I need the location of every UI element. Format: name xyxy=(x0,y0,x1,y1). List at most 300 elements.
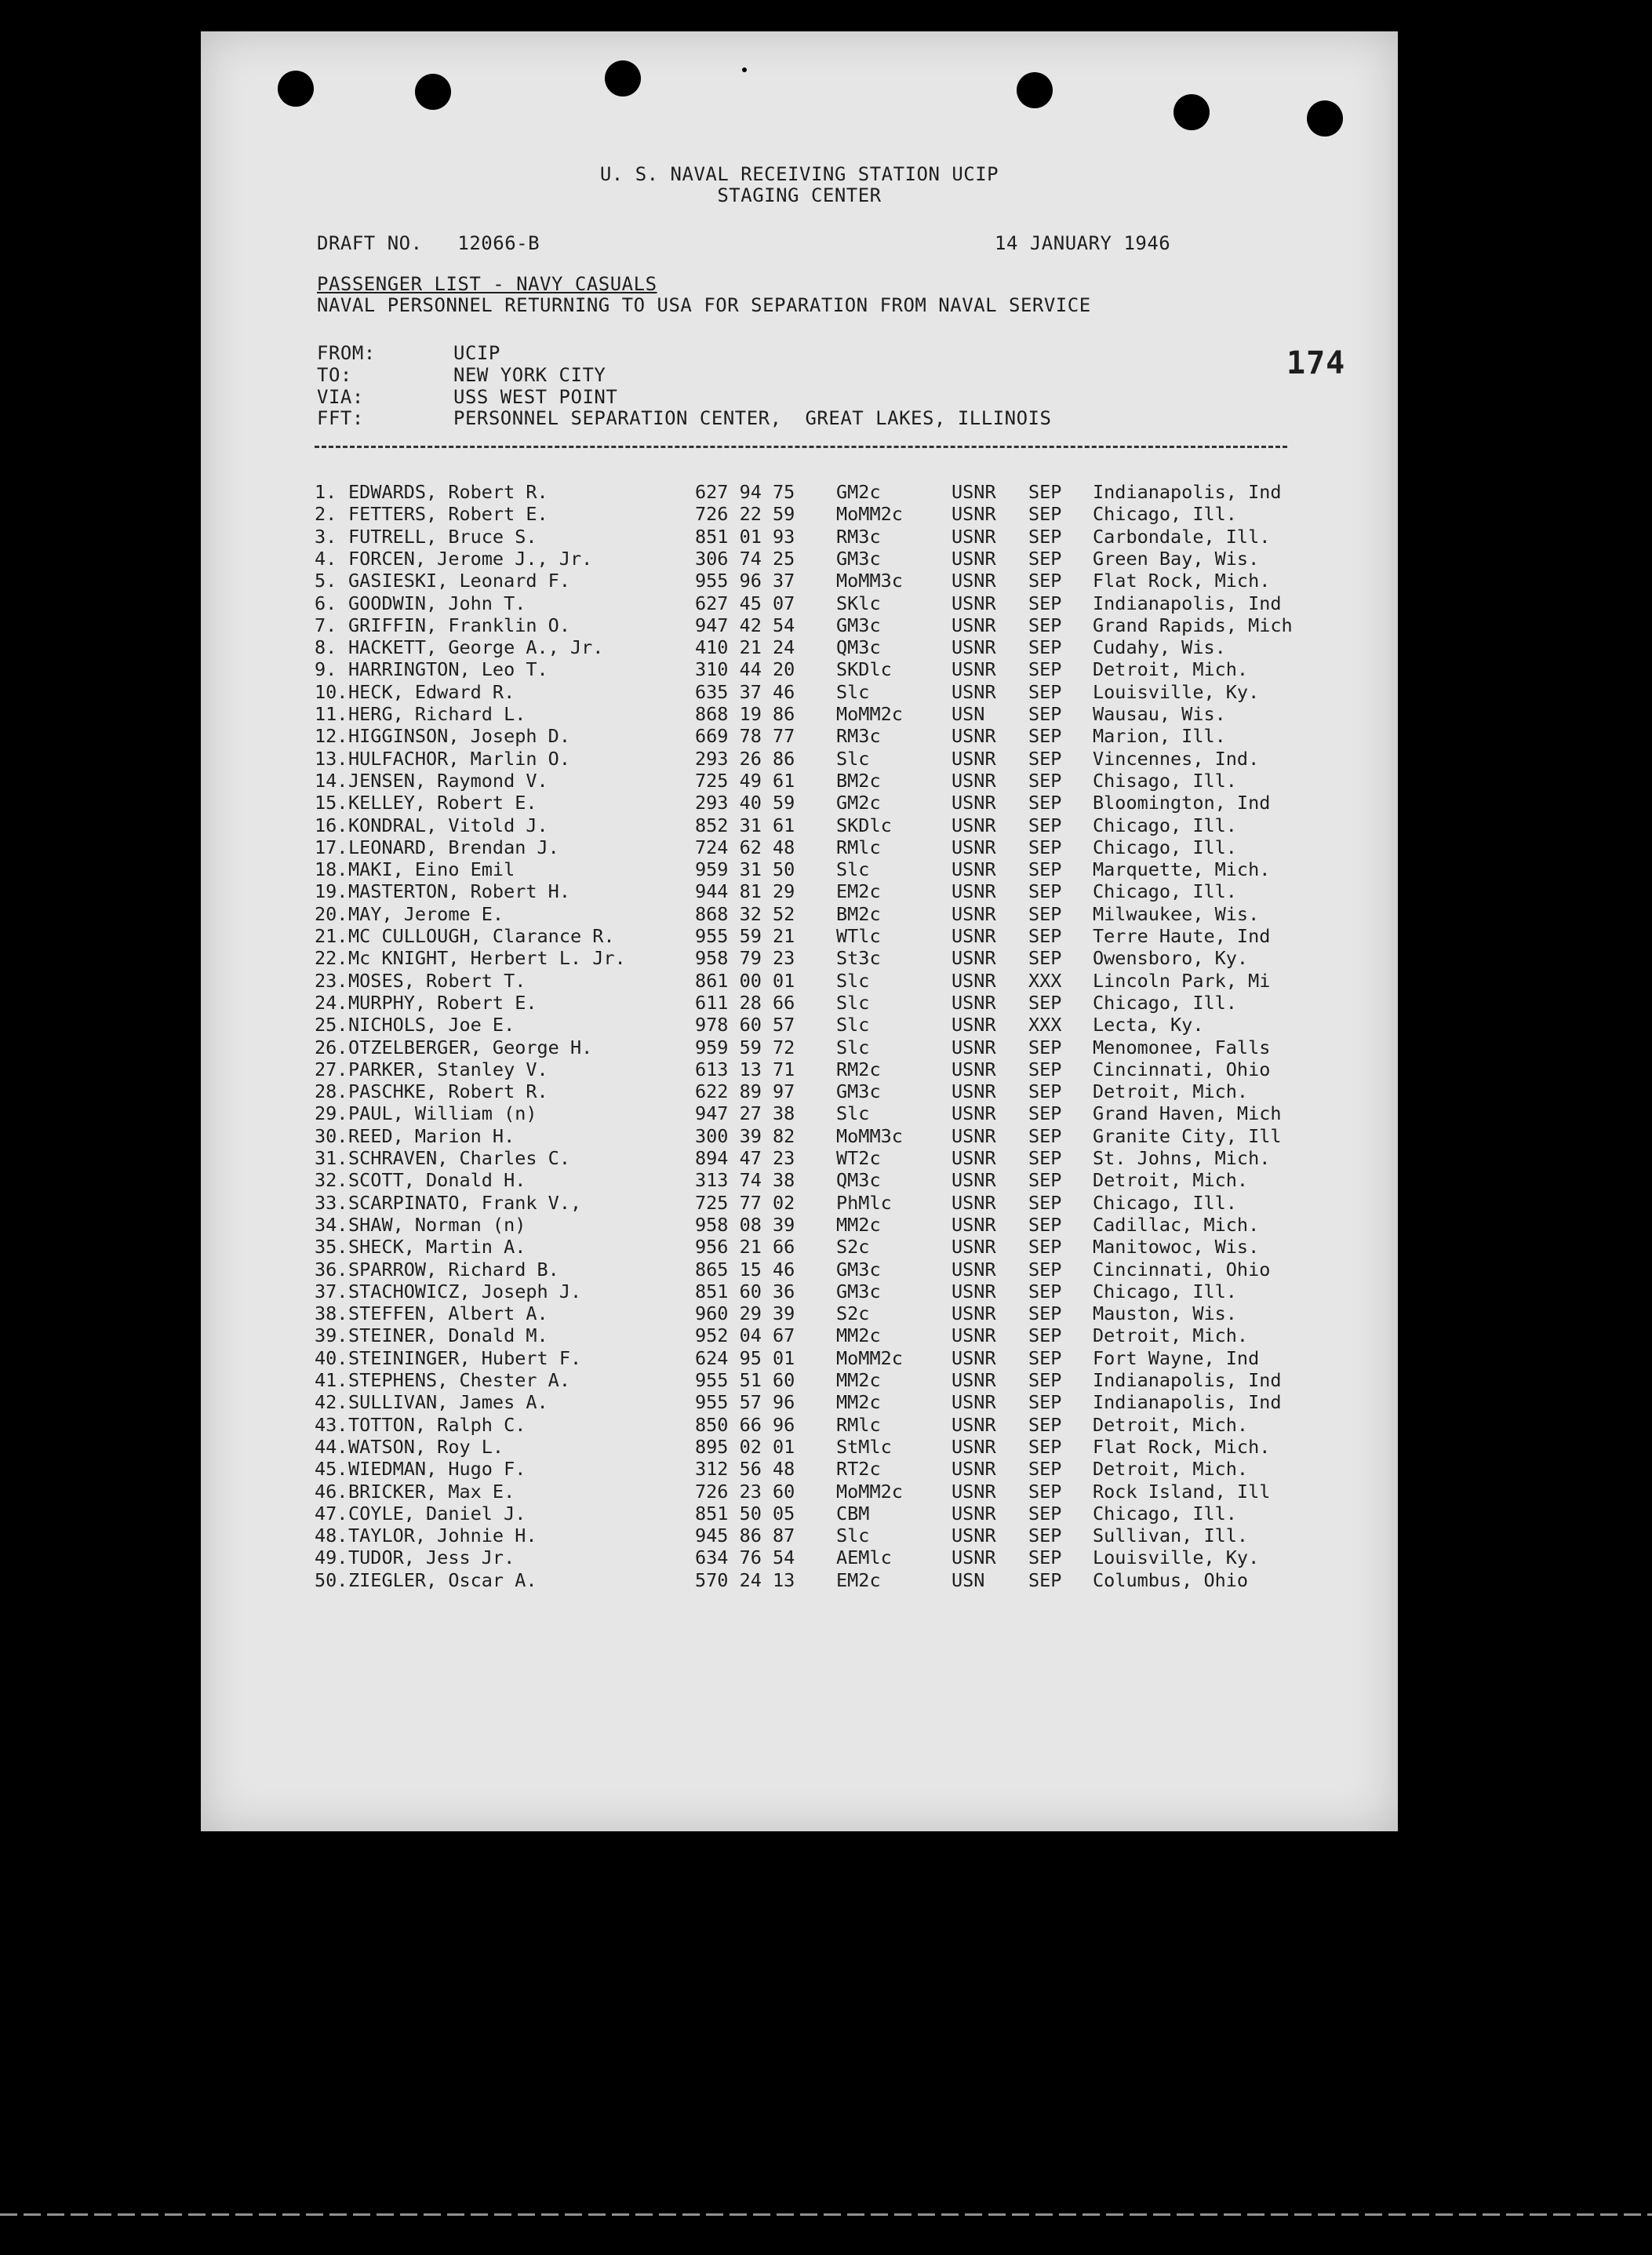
disposition-code: SEP xyxy=(1028,1391,1062,1414)
row-number: 17. xyxy=(315,836,348,858)
service-number: 895 02 01 xyxy=(695,1435,795,1458)
passenger-name: PARKER, Stanley V. xyxy=(348,1058,548,1080)
passenger-name: STEFFEN, Albert A. xyxy=(348,1302,548,1325)
passenger-name: MAKI, Eino Emil xyxy=(348,858,515,881)
row-number: 41. xyxy=(315,1369,348,1391)
row-number: 11. xyxy=(315,703,348,725)
disposition-code: SEP xyxy=(1028,792,1062,814)
via-label: VIA: xyxy=(317,386,364,408)
rate: Slc xyxy=(836,991,870,1014)
row-number: 22. xyxy=(315,947,348,970)
list-date: 14 JANUARY 1946 xyxy=(995,232,1171,254)
table-row xyxy=(201,1391,1398,1413)
table-row xyxy=(201,1414,1398,1436)
draft-number: DRAFT NO. 12066-B xyxy=(317,232,540,254)
service-number: 960 29 39 xyxy=(695,1302,795,1325)
passenger-name: GRIFFIN, Franklin O. xyxy=(348,614,570,636)
disposition-code: SEP xyxy=(1028,614,1062,636)
disposition-code: SEP xyxy=(1028,991,1062,1014)
disposition-code: SEP xyxy=(1028,680,1062,703)
disposition-code: SEP xyxy=(1028,1324,1062,1347)
table-row xyxy=(201,814,1398,836)
passenger-name: KONDRAL, Vitold J. xyxy=(348,814,548,836)
service-number: 955 57 96 xyxy=(695,1391,795,1414)
rate: Slc xyxy=(836,1525,870,1547)
table-row xyxy=(201,1236,1398,1258)
table-row xyxy=(201,1014,1398,1036)
branch: USNR xyxy=(952,1147,996,1169)
disposition-code: SEP xyxy=(1028,1236,1062,1259)
service-number: 611 28 66 xyxy=(695,991,795,1014)
rate: StMlc xyxy=(836,1435,892,1458)
row-number: 34. xyxy=(315,1213,348,1236)
service-number: 958 79 23 xyxy=(695,947,795,970)
rate: MoMM3c xyxy=(836,570,903,592)
branch: USNR xyxy=(952,503,996,526)
passenger-name: KELLEY, Robert E. xyxy=(348,792,537,814)
table-row xyxy=(201,1569,1398,1591)
row-number: 36. xyxy=(315,1258,348,1281)
rate: QM3c xyxy=(836,1169,881,1192)
row-number: 7. xyxy=(315,614,337,636)
home-address: Green Bay, Wis. xyxy=(1093,547,1260,570)
rate: SKDlc xyxy=(836,658,892,681)
home-address: Flat Rock, Mich. xyxy=(1093,570,1271,592)
rate: PhMlc xyxy=(836,1191,892,1214)
table-row xyxy=(201,836,1398,858)
service-number: 959 59 72 xyxy=(695,1036,795,1058)
branch: USNR xyxy=(952,1191,996,1214)
fft-value: PERSONNEL SEPARATION CENTER, GREAT LAKES, ILLINOIS xyxy=(453,407,1052,429)
row-number: 5. xyxy=(315,570,337,592)
rate: RT2c xyxy=(836,1458,881,1481)
table-row xyxy=(201,992,1398,1014)
passenger-name: STACHOWICZ, Joseph J. xyxy=(348,1280,582,1302)
branch: USNR xyxy=(952,836,996,858)
table-row xyxy=(201,592,1398,614)
branch: USNR xyxy=(952,1302,996,1325)
disposition-code: SEP xyxy=(1028,1480,1062,1503)
branch: USNR xyxy=(952,1258,996,1281)
disposition-code: SEP xyxy=(1028,525,1062,548)
passenger-name: TOTTON, Ralph C. xyxy=(348,1413,526,1436)
home-address: Chicago, Ill. xyxy=(1093,836,1237,858)
rate: RMlc xyxy=(836,836,881,858)
disposition-code: SEP xyxy=(1028,1213,1062,1236)
rate: S2c xyxy=(836,1236,870,1259)
home-address: Terre Haute, Ind xyxy=(1093,925,1271,947)
row-number: 48. xyxy=(315,1525,348,1547)
passenger-name: SHAW, Norman (n) xyxy=(348,1213,526,1236)
disposition-code: SEP xyxy=(1028,747,1062,770)
table-row xyxy=(201,703,1398,725)
row-number: 46. xyxy=(315,1480,348,1503)
table-row xyxy=(201,1147,1398,1169)
home-address: Columbus, Ohio xyxy=(1093,1568,1249,1591)
home-address: Chicago, Ill. xyxy=(1093,1280,1237,1302)
passenger-name: WATSON, Roy L. xyxy=(348,1435,504,1458)
table-row xyxy=(201,1058,1398,1080)
branch: USNR xyxy=(952,1036,996,1058)
row-number: 10. xyxy=(315,680,348,703)
table-row xyxy=(201,1302,1398,1324)
passenger-name: OTZELBERGER, George H. xyxy=(348,1036,593,1058)
disposition-code: SEP xyxy=(1028,1080,1062,1103)
service-number: 868 19 86 xyxy=(695,703,795,725)
service-number: 726 23 60 xyxy=(695,1480,795,1503)
passenger-name: Mc KNIGHT, Herbert L. Jr. xyxy=(348,947,626,970)
passenger-name: SHECK, Martin A. xyxy=(348,1236,526,1259)
passenger-name: WIEDMAN, Hugo F. xyxy=(348,1458,526,1481)
table-row xyxy=(201,658,1398,680)
home-address: Detroit, Mich. xyxy=(1093,1324,1249,1347)
table-row xyxy=(201,526,1398,548)
disposition-code: SEP xyxy=(1028,1147,1062,1169)
service-number: 894 47 23 xyxy=(695,1147,795,1169)
row-number: 15. xyxy=(315,792,348,814)
home-address: Lecta, Ky. xyxy=(1093,1014,1204,1036)
service-number: 635 37 46 xyxy=(695,680,795,703)
rate: GM2c xyxy=(836,481,881,503)
rate: MoMM2c xyxy=(836,503,903,526)
disposition-code: SEP xyxy=(1028,703,1062,725)
row-number: 29. xyxy=(315,1102,348,1125)
rate: QM3c xyxy=(836,636,881,659)
rate: GM3c xyxy=(836,1280,881,1302)
branch: USNR xyxy=(952,1169,996,1192)
branch: USNR xyxy=(952,814,996,836)
passenger-name: MURPHY, Robert E. xyxy=(348,991,537,1014)
disposition-code: SEP xyxy=(1028,1036,1062,1058)
home-address: Vincennes, Ind. xyxy=(1093,747,1260,770)
disposition-code: SEP xyxy=(1028,725,1062,748)
disposition-code: SEP xyxy=(1028,1302,1062,1325)
row-number: 47. xyxy=(315,1502,348,1525)
passenger-name: BRICKER, Max E. xyxy=(348,1480,515,1503)
home-address: Owensboro, Ky. xyxy=(1093,947,1249,970)
home-address: Chicago, Ill. xyxy=(1093,814,1237,836)
row-number: 44. xyxy=(315,1435,348,1458)
rate: Slc xyxy=(836,1036,870,1058)
branch: USNR xyxy=(952,680,996,703)
home-address: Rock Island, Ill xyxy=(1093,1480,1271,1503)
service-number: 945 86 87 xyxy=(695,1525,795,1547)
rate: CBM xyxy=(836,1502,870,1525)
home-address: Grand Rapids, Mich xyxy=(1093,614,1293,636)
row-number: 20. xyxy=(315,902,348,925)
table-row xyxy=(201,1281,1398,1302)
branch: USNR xyxy=(952,592,996,614)
table-row xyxy=(201,1169,1398,1191)
service-number: 310 44 20 xyxy=(695,658,795,681)
branch: USNR xyxy=(952,902,996,925)
list-subtitle: NAVAL PERSONNEL RETURNING TO USA FOR SEPARATION FROM NAVAL SERVICE xyxy=(317,294,1091,316)
row-number: 26. xyxy=(315,1036,348,1058)
rate: AEMlc xyxy=(836,1546,892,1569)
row-number: 24. xyxy=(315,991,348,1014)
rate: MoMM2c xyxy=(836,1346,903,1369)
row-number: 33. xyxy=(315,1191,348,1214)
branch: USNR xyxy=(952,1346,996,1369)
disposition-code: SEP xyxy=(1028,1280,1062,1302)
service-number: 865 15 46 xyxy=(695,1258,795,1281)
service-number: 851 50 05 xyxy=(695,1502,795,1525)
home-address: Manitowoc, Wis. xyxy=(1093,1236,1260,1259)
service-number: 861 00 01 xyxy=(695,969,795,992)
branch: USNR xyxy=(952,969,996,992)
service-number: 622 89 97 xyxy=(695,1080,795,1103)
row-number: 3. xyxy=(315,525,337,548)
punch-hole xyxy=(1174,94,1210,130)
branch: USNR xyxy=(952,769,996,792)
rate: BM2c xyxy=(836,902,881,925)
branch: USN xyxy=(952,703,985,725)
passenger-name: REED, Marion H. xyxy=(348,1124,515,1147)
disposition-code: SEP xyxy=(1028,1369,1062,1391)
branch: USNR xyxy=(952,747,996,770)
service-number: 947 42 54 xyxy=(695,614,795,636)
passenger-name: PASCHKE, Robert R. xyxy=(348,1080,548,1103)
table-row xyxy=(201,614,1398,636)
rate: MM2c xyxy=(836,1369,881,1391)
home-address: Cudahy, Wis. xyxy=(1093,636,1226,659)
passenger-name: JENSEN, Raymond V. xyxy=(348,769,548,792)
passenger-name: HACKETT, George A., Jr. xyxy=(348,636,604,659)
passenger-name: MOSES, Robert T. xyxy=(348,969,526,992)
passenger-name: STEPHENS, Chester A. xyxy=(348,1369,570,1391)
service-number: 851 01 93 xyxy=(695,525,795,548)
passenger-name: FUTRELL, Bruce S. xyxy=(348,525,537,548)
via-value: USS WEST POINT xyxy=(453,386,618,408)
rate: Slc xyxy=(836,1102,870,1125)
table-row xyxy=(201,1259,1398,1281)
disposition-code: SEP xyxy=(1028,947,1062,970)
service-number: 627 45 07 xyxy=(695,592,795,614)
home-address: Detroit, Mich. xyxy=(1093,1169,1249,1192)
disposition-code: XXX xyxy=(1028,969,1062,992)
row-number: 27. xyxy=(315,1058,348,1080)
row-number: 30. xyxy=(315,1124,348,1147)
home-address: Menomonee, Falls xyxy=(1093,1036,1271,1058)
disposition-code: SEP xyxy=(1028,1568,1062,1591)
row-number: 42. xyxy=(315,1391,348,1414)
passenger-name: PAUL, William (n) xyxy=(348,1102,537,1125)
branch: USNR xyxy=(952,1124,996,1147)
passenger-name: EDWARDS, Robert R. xyxy=(348,481,548,503)
disposition-code: SEP xyxy=(1028,858,1062,881)
table-row xyxy=(201,1369,1398,1391)
punch-hole xyxy=(1307,100,1343,137)
branch: USNR xyxy=(952,1014,996,1036)
rate: WT2c xyxy=(836,1147,881,1169)
passenger-name: SCARPINATO, Frank V., xyxy=(348,1191,582,1214)
film-edge-line xyxy=(0,2213,1652,2216)
service-number: 306 74 25 xyxy=(695,547,795,570)
home-address: Detroit, Mich. xyxy=(1093,1458,1249,1481)
table-row xyxy=(201,481,1398,503)
rate: Slc xyxy=(836,680,870,703)
disposition-code: SEP xyxy=(1028,1546,1062,1569)
rate: MM2c xyxy=(836,1391,881,1414)
document-page xyxy=(201,31,1398,1831)
passenger-name: HARRINGTON, Leo T. xyxy=(348,658,548,681)
row-number: 39. xyxy=(315,1324,348,1347)
row-number: 31. xyxy=(315,1147,348,1169)
service-number: 852 31 61 xyxy=(695,814,795,836)
rate: GM2c xyxy=(836,792,881,814)
branch: USNR xyxy=(952,1213,996,1236)
rate: GM3c xyxy=(836,1258,881,1281)
table-row xyxy=(201,1036,1398,1058)
punch-hole xyxy=(605,60,641,97)
rate: GM3c xyxy=(836,547,881,570)
disposition-code: SEP xyxy=(1028,1102,1062,1125)
table-row xyxy=(201,503,1398,525)
service-number: 868 32 52 xyxy=(695,902,795,925)
rate: BM2c xyxy=(836,769,881,792)
row-number: 1. xyxy=(315,481,337,503)
passenger-name: HULFACHOR, Marlin O. xyxy=(348,747,570,770)
table-row xyxy=(201,1347,1398,1369)
home-address: Marion, Ill. xyxy=(1093,725,1226,748)
passenger-name: TAYLOR, Johnie H. xyxy=(348,1525,537,1547)
service-number: 952 04 67 xyxy=(695,1324,795,1347)
rate: MM2c xyxy=(836,1213,881,1236)
row-number: 43. xyxy=(315,1413,348,1436)
service-number: 978 60 57 xyxy=(695,1014,795,1036)
branch: USNR xyxy=(952,525,996,548)
table-row xyxy=(201,903,1398,925)
row-number: 12. xyxy=(315,725,348,748)
home-address: Wausau, Wis. xyxy=(1093,703,1226,725)
branch: USNR xyxy=(952,925,996,947)
service-number: 956 21 66 xyxy=(695,1236,795,1259)
home-address: Flat Rock, Mich. xyxy=(1093,1435,1271,1458)
table-row xyxy=(201,1102,1398,1124)
disposition-code: SEP xyxy=(1028,1525,1062,1547)
table-row xyxy=(201,1481,1398,1503)
service-number: 944 81 29 xyxy=(695,880,795,903)
branch: USNR xyxy=(952,636,996,659)
rate: SKlc xyxy=(836,592,881,614)
passenger-name: MAY, Jerome E. xyxy=(348,902,504,925)
service-number: 726 22 59 xyxy=(695,503,795,526)
home-address: Granite City, Ill xyxy=(1093,1124,1282,1147)
passenger-name: GOODWIN, John T. xyxy=(348,592,526,614)
from-value: UCIP xyxy=(453,342,500,364)
disposition-code: SEP xyxy=(1028,1458,1062,1481)
branch: USNR xyxy=(952,547,996,570)
disposition-code: SEP xyxy=(1028,814,1062,836)
disposition-code: SEP xyxy=(1028,880,1062,903)
branch: USNR xyxy=(952,658,996,681)
row-number: 21. xyxy=(315,925,348,947)
service-number: 850 66 96 xyxy=(695,1413,795,1436)
row-number: 2. xyxy=(315,503,337,526)
row-number: 6. xyxy=(315,592,337,614)
from-label: FROM: xyxy=(317,342,376,364)
disposition-code: SEP xyxy=(1028,1258,1062,1281)
rate: MoMM3c xyxy=(836,1124,903,1147)
branch: USNR xyxy=(952,1324,996,1347)
row-number: 38. xyxy=(315,1302,348,1325)
row-number: 8. xyxy=(315,636,337,659)
disposition-code: SEP xyxy=(1028,1413,1062,1436)
home-address: Indianapolis, Ind xyxy=(1093,1391,1282,1414)
punch-hole xyxy=(278,71,314,107)
disposition-code: XXX xyxy=(1028,1014,1062,1036)
disposition-code: SEP xyxy=(1028,1502,1062,1525)
home-address: Cadillac, Mich. xyxy=(1093,1213,1260,1236)
rate: St3c xyxy=(836,947,881,970)
service-number: 624 95 01 xyxy=(695,1346,795,1369)
rate: MM2c xyxy=(836,1324,881,1347)
rate: Slc xyxy=(836,747,870,770)
home-address: Detroit, Mich. xyxy=(1093,658,1249,681)
passenger-name: SCOTT, Donald H. xyxy=(348,1169,526,1192)
station-title: U. S. NAVAL RECEIVING STATION UCIP xyxy=(599,163,999,185)
branch: USNR xyxy=(952,1236,996,1259)
service-number: 947 27 38 xyxy=(695,1102,795,1125)
row-number: 23. xyxy=(315,969,348,992)
rate: Slc xyxy=(836,969,870,992)
branch: USNR xyxy=(952,880,996,903)
service-number: 669 78 77 xyxy=(695,725,795,748)
disposition-code: SEP xyxy=(1028,636,1062,659)
table-row xyxy=(201,970,1398,992)
row-number: 4. xyxy=(315,547,337,570)
branch: USNR xyxy=(952,1458,996,1481)
passenger-name: LEONARD, Brendan J. xyxy=(348,836,559,858)
branch: USNR xyxy=(952,1413,996,1436)
service-number: 725 49 61 xyxy=(695,769,795,792)
rate: Slc xyxy=(836,1014,870,1036)
disposition-code: SEP xyxy=(1028,769,1062,792)
branch: USNR xyxy=(952,1369,996,1391)
service-number: 724 62 48 xyxy=(695,836,795,858)
rate: MoMM2c xyxy=(836,1480,903,1503)
table-row xyxy=(201,925,1398,947)
table-row xyxy=(201,681,1398,703)
table-row xyxy=(201,1214,1398,1236)
service-number: 410 21 24 xyxy=(695,636,795,659)
rate: RM3c xyxy=(836,725,881,748)
home-address: Lincoln Park, Mi xyxy=(1093,969,1271,992)
home-address: Chicago, Ill. xyxy=(1093,503,1237,526)
rate: EM2c xyxy=(836,880,881,903)
passenger-name: MASTERTON, Robert H. xyxy=(348,880,570,903)
home-address: Indianapolis, Ind xyxy=(1093,1369,1282,1391)
table-row xyxy=(201,1525,1398,1546)
home-address: Chicago, Ill. xyxy=(1093,880,1237,903)
branch: USN xyxy=(952,1568,985,1591)
passenger-name: FORCEN, Jerome J., Jr. xyxy=(348,547,593,570)
rate: RM2c xyxy=(836,1058,881,1080)
service-number: 851 60 36 xyxy=(695,1280,795,1302)
table-row xyxy=(201,1503,1398,1525)
punch-hole xyxy=(1017,72,1053,108)
service-number: 293 26 86 xyxy=(695,747,795,770)
table-row xyxy=(201,880,1398,902)
separator-dash-line xyxy=(315,446,1287,448)
home-address: Indianapolis, Ind xyxy=(1093,592,1282,614)
table-row xyxy=(201,770,1398,792)
home-address: Detroit, Mich. xyxy=(1093,1080,1249,1103)
rate: MoMM2c xyxy=(836,703,903,725)
home-address: Sullivan, Ill. xyxy=(1093,1525,1249,1547)
home-address: Cincinnati, Ohio xyxy=(1093,1258,1271,1281)
row-number: 50. xyxy=(315,1568,348,1591)
